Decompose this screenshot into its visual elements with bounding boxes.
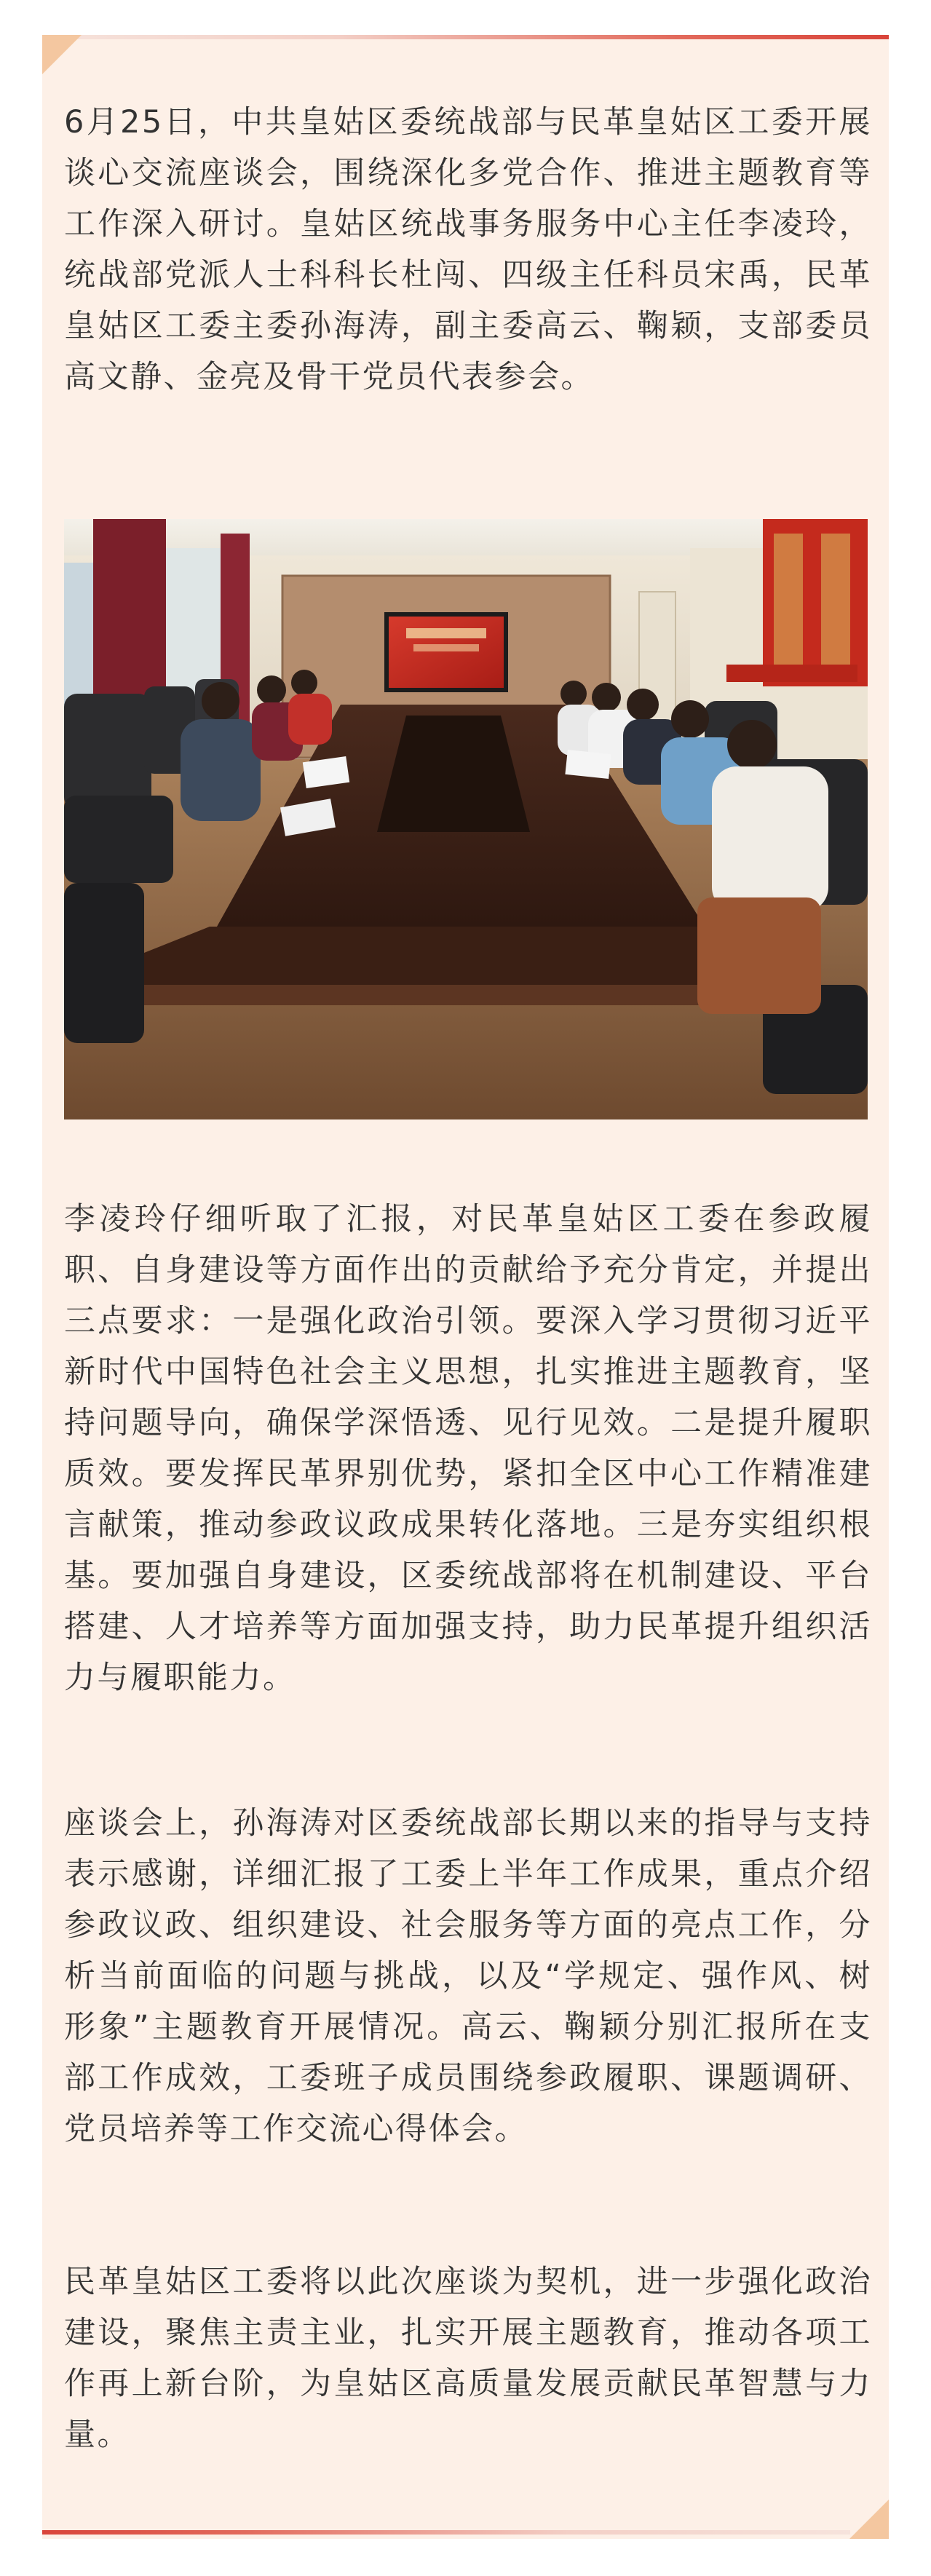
bottom-decorative-rule (42, 2530, 850, 2535)
top-left-corner-ornament (42, 35, 82, 74)
paragraph-requirements: 李凌玲仔细听取了汇报，对民革皇姑区工委在参政履职、自身建设等方面作出的贡献给予充分肯定，并提出三点要求：一是强化政治引领。要深入学习贯彻习近平新时代中国特色社会主义思想，扎实推进主题教育，坚持问题导向，确保学深悟透、见行见效。二是提升履职质效。要发挥民革界别优势，紧扣全区中心工作精准建言献策，推动参政议政成果转化落地。三是夯实组织根基。要加强自身建设，区委统战部将在机制建设、平台搭建、人才培养等方面加强支持，助力民革提升组织活力与履职能力。 (64, 1201, 872, 1696)
top-decorative-rule (42, 35, 889, 39)
bottom-right-corner-ornament (849, 2500, 889, 2539)
paragraph-intro: 6月25日，中共皇姑区委统战部与民革皇姑区工委开展谈心交流座谈会，围绕深化多党合作、推进主题教育等工作深入研讨。皇姑区统战事务服务中心主任李凌玲，统战部党派人士科科长杜闯、四级主任科员宋禹，民革皇姑区工委主委孙海涛，副主委高云、鞠颖，支部委员高文静、金亮及骨干党员代表参会。 (64, 104, 872, 395)
paragraph-report: 座谈会上，孙海涛对区委统战部长期以来的指导与支持表示感谢，详细汇报了工委上半年工作成果，重点介绍参政议政、组织建设、社会服务等方面的亮点工作，分析当前面临的问题与挑战，以及“学规定、强作风、树形象”主题教育开展情况。高云、鞠颖分别汇报所在支部工作成效，工委班子成员围绕参政履职、课题调研、党员培养等工作交流心得体会。 (64, 1805, 872, 2147)
meeting-photo (64, 519, 868, 1119)
paragraph-conclusion: 民革皇姑区工委将以此次座谈为契机，进一步强化政治建设，聚焦主责主业，扎实开展主题教育，推动各项工作再上新台阶，为皇姑区高质量发展贡献民革智慧与力量。 (64, 2264, 872, 2453)
